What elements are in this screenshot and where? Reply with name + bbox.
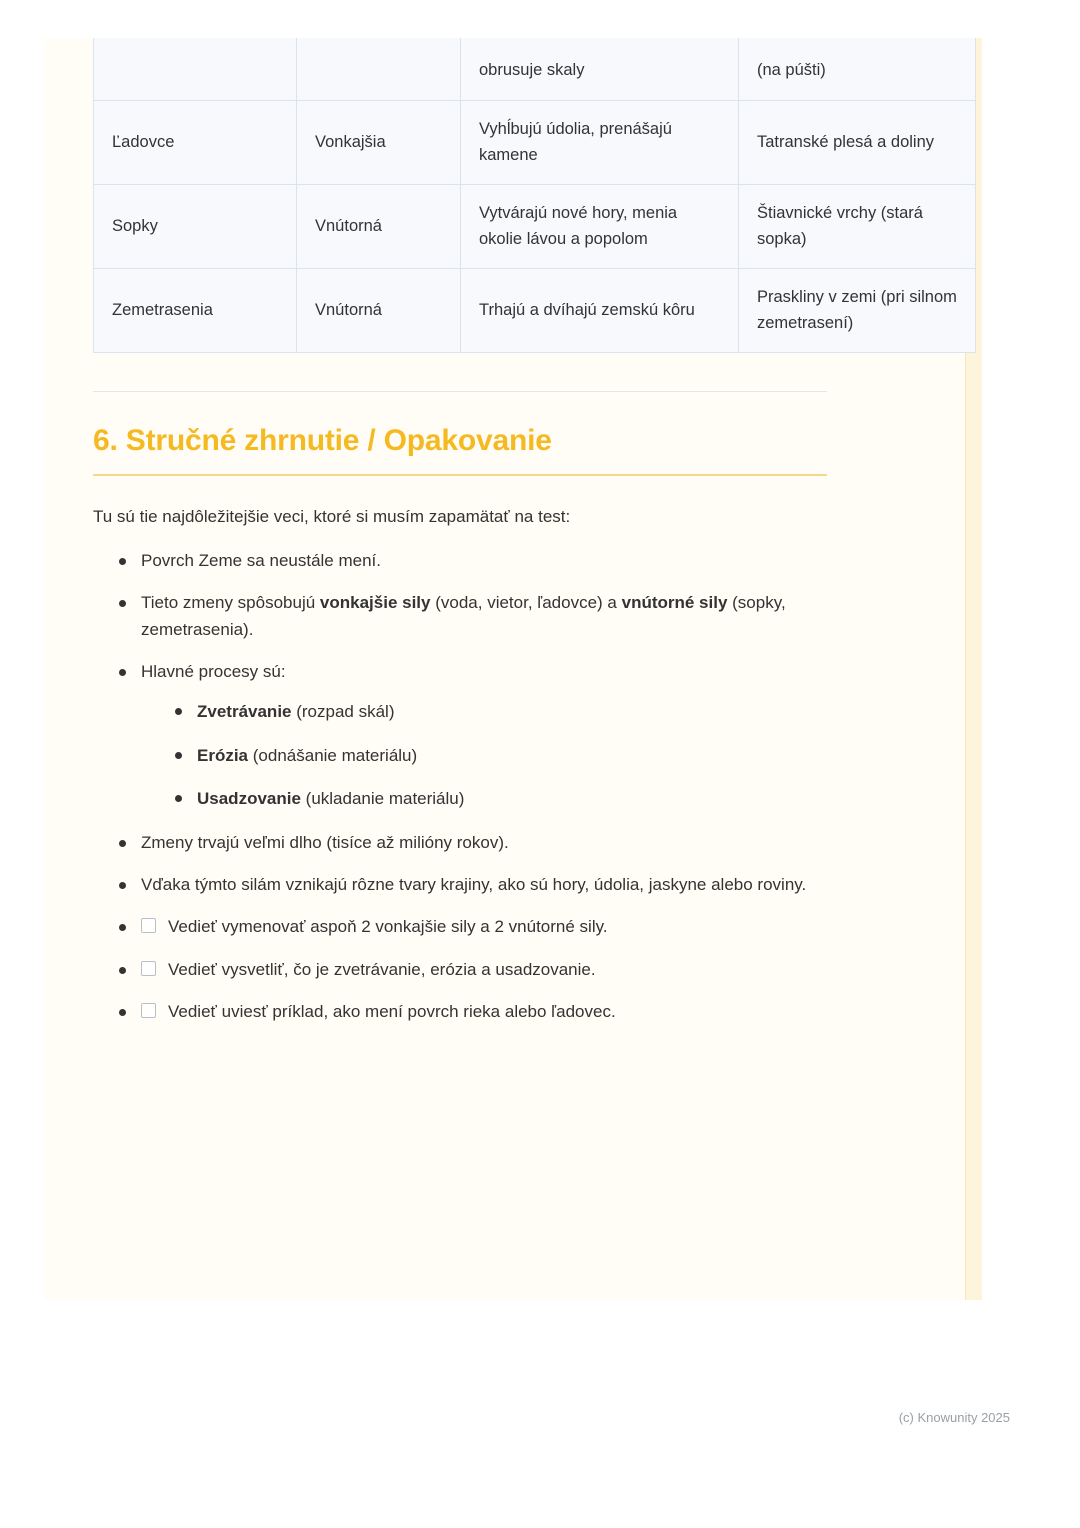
list-item-text: (rozpad skál) bbox=[291, 702, 395, 722]
table-cell-priklad: Praskliny v zemi (pri silnom zemetrasení) bbox=[739, 269, 976, 353]
table-cell-jav: Sopky bbox=[94, 185, 297, 269]
section-divider bbox=[93, 391, 827, 392]
table-cell-priklad: Tatranské plesá a doliny bbox=[739, 101, 976, 185]
list-item: Povrch Zeme sa neustále mení. bbox=[119, 548, 883, 574]
list-item-text: Hlavné procesy sú: bbox=[141, 661, 286, 681]
table-cell-priklad: (na púšti) bbox=[739, 38, 976, 101]
list-item bbox=[119, 914, 883, 940]
table-cell-sila: Vnútorná bbox=[297, 185, 461, 269]
document-page bbox=[44, 38, 982, 1300]
list-item: Zmeny trvajú veľmi dlho (tisíce až milióny rokov). bbox=[119, 830, 883, 856]
checkbox-task-1[interactable] bbox=[141, 918, 156, 933]
table-cell-jav: Ľadovce bbox=[94, 101, 297, 185]
list-item bbox=[175, 699, 883, 725]
table-row bbox=[94, 269, 976, 353]
list-item-text: (ukladanie materiálu) bbox=[300, 789, 465, 809]
list-item-text: Vedieť vymenovať aspoň 2 vonkajšie sily a 2 vnútorné sily. bbox=[168, 917, 608, 937]
facts-table bbox=[93, 38, 976, 353]
table-cell-priklad: Štiavnické vrchy (stará sopka) bbox=[739, 185, 976, 269]
summary-list bbox=[93, 548, 883, 1026]
page-title: 6. Stručné zhrnutie / Opakovanie bbox=[93, 424, 552, 458]
table-cell-ucinok: Vytvárajú nové hory, menia okolie lávou a popolom bbox=[461, 185, 739, 269]
table-cell-sila bbox=[297, 38, 461, 101]
list-item-bold: vonkajšie sily bbox=[319, 593, 431, 613]
table-cell-ucinok: obrusuje skaly bbox=[461, 38, 739, 101]
list-item bbox=[119, 957, 883, 983]
list-item-text: (voda, vietor, ľadovce) a bbox=[430, 593, 622, 613]
table-row bbox=[94, 185, 976, 269]
section-lead-text: Tu sú tie najdôležitejšie veci, ktoré si musím zapamätať na test: bbox=[93, 507, 571, 527]
list-item bbox=[119, 999, 883, 1025]
list-item-bold: vnútorné sily bbox=[621, 593, 728, 613]
table-cell-jav: Zemetrasenia bbox=[94, 269, 297, 353]
title-underline bbox=[93, 474, 827, 476]
list-item bbox=[175, 743, 883, 769]
list-item: Vďaka týmto silám vznikajú rôzne tvary krajiny, ako sú hory, údolia, jaskyne alebo roviny. bbox=[119, 872, 883, 898]
list-item-bold: Erózia bbox=[197, 745, 249, 765]
list-item-text: Tieto zmeny spôsobujú bbox=[141, 593, 320, 613]
list-item bbox=[175, 786, 883, 812]
checkbox-task-3[interactable] bbox=[141, 1003, 156, 1018]
table-cell-sila: Vnútorná bbox=[297, 269, 461, 353]
list-item bbox=[119, 590, 883, 643]
footer-copyright: (c) Knowunity 2025 bbox=[898, 1410, 1010, 1425]
list-item-text: Vedieť vysvetliť, čo je zvetrávanie, erózia a usadzovanie. bbox=[168, 959, 596, 979]
table-cell-ucinok: Vyhĺbujú údolia, prenášajú kamene bbox=[461, 101, 739, 185]
table-cell-sila: Vonkajšia bbox=[297, 101, 461, 185]
page-content bbox=[93, 38, 957, 1041]
table-row bbox=[94, 38, 976, 101]
list-item-text: Vedieť uviesť príklad, ako mení povrch rieka alebo ľadovec. bbox=[168, 1002, 616, 1022]
list-item-text: (sopky, zemetrasenia). bbox=[141, 593, 786, 639]
table-row bbox=[94, 101, 976, 185]
checkbox-task-2[interactable] bbox=[141, 961, 156, 976]
list-item-text: (odnášanie materiálu) bbox=[248, 745, 418, 765]
table-cell-ucinok: Trhajú a dvíhajú zemskú kôru bbox=[461, 269, 739, 353]
table-cell-jav bbox=[94, 38, 297, 101]
list-item-bold: Usadzovanie bbox=[197, 789, 301, 809]
list-item bbox=[119, 659, 883, 812]
summary-sublist bbox=[141, 699, 883, 812]
list-item-bold: Zvetrávanie bbox=[197, 702, 292, 722]
